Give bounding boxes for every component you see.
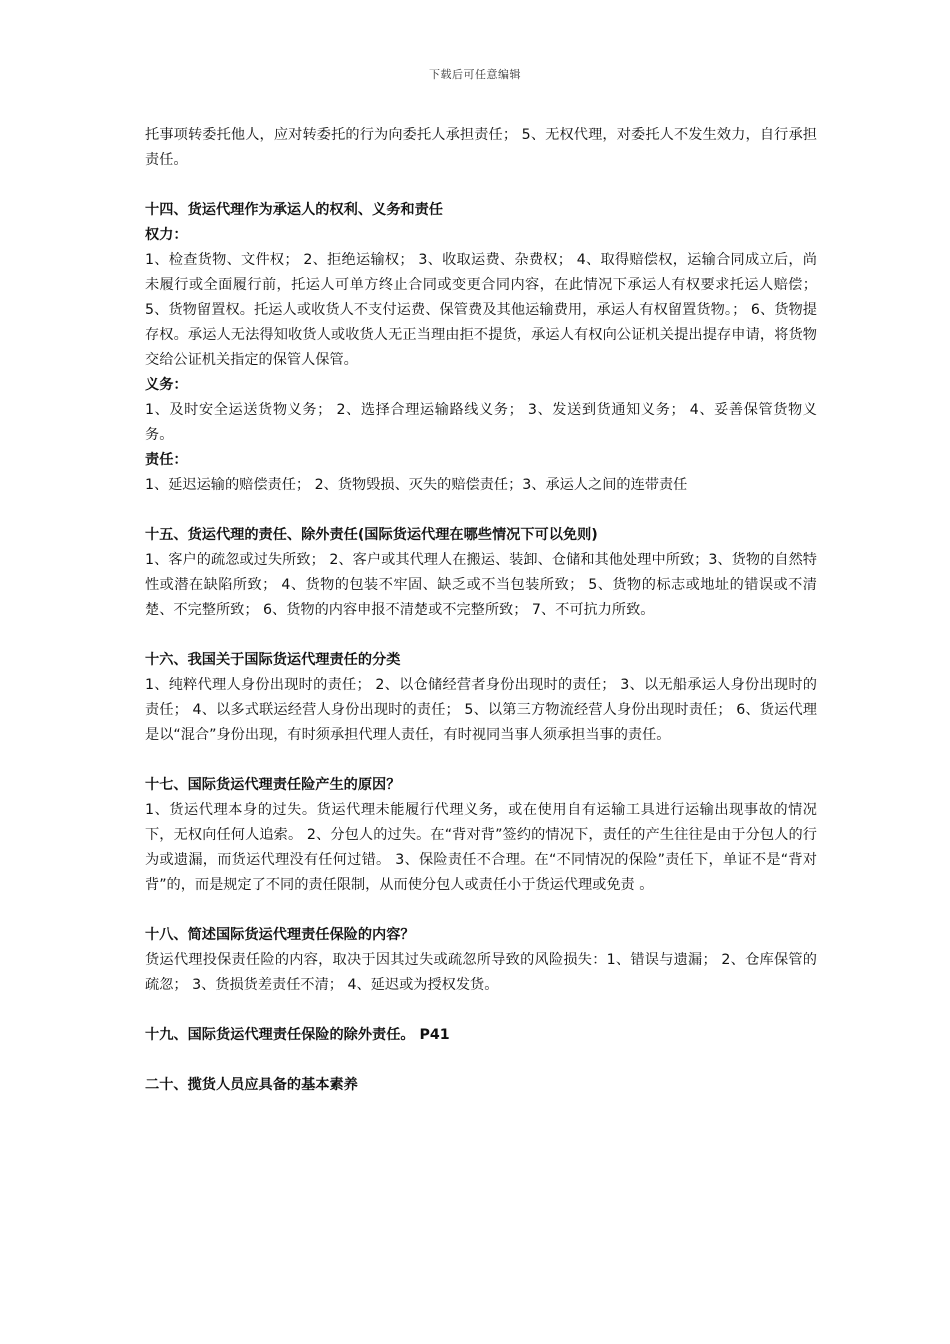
section-14-duty-label: 义务：	[145, 377, 188, 393]
section-15-title: 十五、货运代理的责任、除外责任(国际货运代理在哪些情况下可以免则)	[145, 527, 598, 543]
spacer	[145, 173, 817, 198]
spacer	[145, 998, 817, 1023]
intro-paragraph: 托事项转委托他人，应对转委托的行为向委托人承担责任； 5、无权代理，对委托人不发生效力，自行承担责任。	[145, 127, 817, 168]
section-14-rights-label: 权力：	[145, 227, 188, 243]
section-14-duty-text: 1、及时安全运送货物义务； 2、选择合理运输路线义务； 3、发送到货通知义务； 4、妥善保管货物义务。	[145, 402, 817, 443]
section-18-text: 货运代理投保责任险的内容，取决于因其过失或疏忽所导致的风险损失：1、错误与遗漏； 2、仓库保管的疏忽； 3、货损货差责任不清； 4、延迟或为授权发货。	[145, 952, 817, 993]
spacer	[145, 623, 817, 648]
page-header: 下载后可任意编辑	[429, 68, 521, 81]
section-14-rights-text: 1、检查货物、文件权； 2、拒绝运输权； 3、收取运费、杂费权； 4、取得赔偿权，运输合同成立后，尚未履行或全面履行前，托运人可单方终止合同或变更合同内容，在此情况下承运人有权要求托运人赔偿；5、货物留置权。托运人或收货人不支付运费、保管费及其他运输费用，承运人有权留置货物。； 6、货物提存权。承运人无法得知收货人或收货人无正当理由拒不提货，承运人有权向公证机关提出提存申请，将货物交给公证机关指定的保管人保管。	[145, 252, 817, 368]
section-19-title: 十九、国际货运代理责任保险的除外责任。 P41	[145, 1027, 450, 1043]
section-14-liability-text: 1、延迟运输的赔偿责任； 2、货物毁损、灭失的赔偿责任；3、承运人之间的连带责任	[145, 477, 688, 493]
section-14-liability-label: 责任：	[145, 452, 188, 468]
section-17-text: 1、货运代理本身的过失。货运代理未能履行代理义务，或在使用自有运输工具进行运输出现事故的情况下，无权向任何人追索。 2、分包人的过失。在“背对背”签约的情况下，责任的产生往往是由于分包人的行为或遗漏，而货运代理没有任何过错。 3、保险责任不合理。在“不同情况的保险”责任下，单证不是“背对背”的，而是规定了不同的责任限制，从而使分包人或责任小于货运代理或免责 。	[145, 802, 817, 893]
document-body	[145, 123, 817, 1098]
spacer	[145, 898, 817, 923]
section-15-text: 1、客户的疏忽或过失所致； 2、客户或其代理人在搬运、装卸、仓储和其他处理中所致；3、货物的自然特性或潜在缺陷所致； 4、货物的包装不牢固、缺乏或不当包装所致； 5、货物的标志或地址的错误或不清楚、不完整所致； 6、货物的内容申报不清楚或不完整所致； 7、不可抗力所致。	[145, 552, 817, 618]
section-17-title: 十七、国际货运代理责任险产生的原因？	[145, 777, 401, 793]
spacer	[145, 498, 817, 523]
section-14-title: 十四、货运代理作为承运人的权利、义务和责任	[145, 202, 443, 218]
section-16-title: 十六、我国关于国际货运代理责任的分类	[145, 652, 401, 668]
section-20-title: 二十、揽货人员应具备的基本素养	[145, 1077, 358, 1093]
section-18-title: 十八、简述国际货运代理责任保险的内容？	[145, 927, 415, 943]
spacer	[145, 1048, 817, 1073]
section-16-text: 1、纯粹代理人身份出现时的责任； 2、以仓储经营者身份出现时的责任； 3、以无船承运人身份出现时的责任； 4、以多式联运经营人身份出现时的责任； 5、以第三方物流经营人身份出现时责任； 6、货运代理是以“混合”身份出现，有时须承担代理人责任，有时视同当事人须承担当事的责任。	[145, 677, 817, 743]
spacer	[145, 748, 817, 773]
